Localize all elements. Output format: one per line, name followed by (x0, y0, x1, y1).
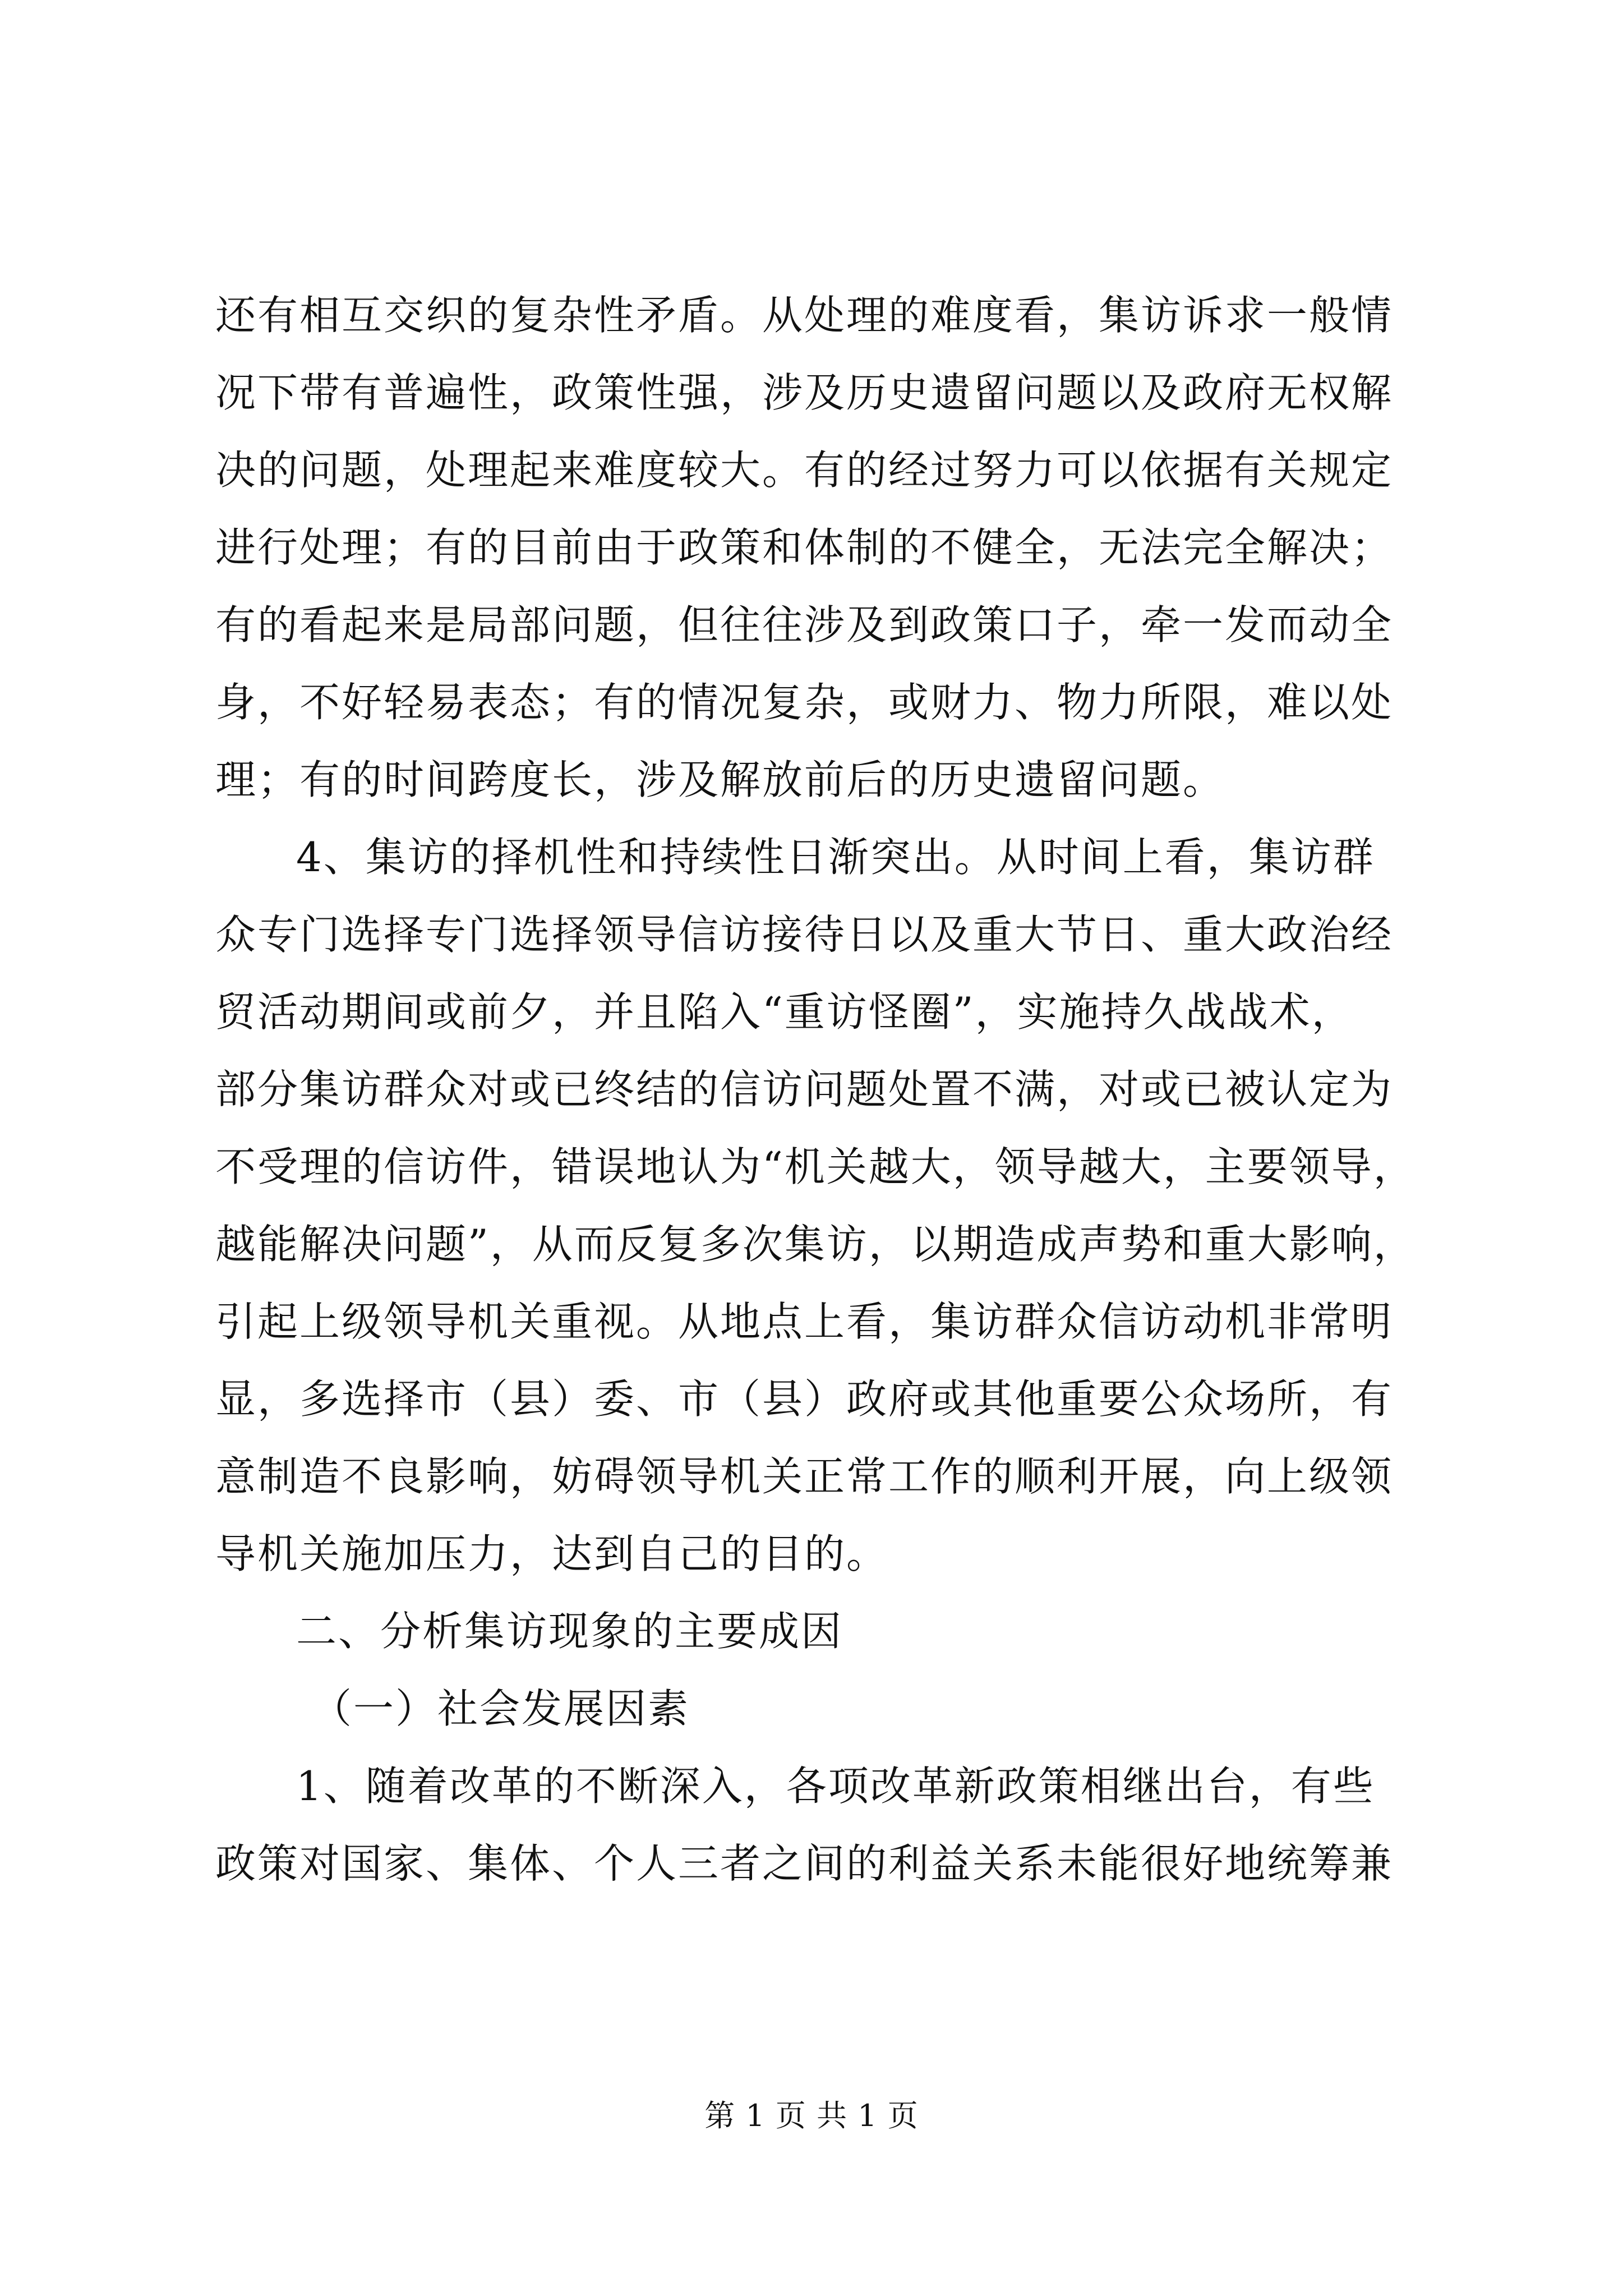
paragraph-line: 政策对国家、集体、个人三者之间的利益关系未能很好地统筹兼 (215, 1840, 1394, 1887)
paragraph-line: 不受理的信访件，错误地认为“机关越大，领导越大，主要领导， (215, 1143, 1415, 1190)
paragraph-line: 决的问题，处理起来难度较大。有的经过努力可以依据有关规定 (215, 447, 1394, 494)
paragraph-line: 况下带有普遍性，政策性强，涉及历史遗留问题以及政府无权解 (215, 369, 1394, 416)
paragraph-line: 理；有的时间跨度长，涉及解放前后的历史遗留问题。 (215, 756, 1225, 803)
paragraph-line: 众专门选择专门选择领导信访接待日以及重大节日、重大政治经 (215, 911, 1394, 958)
paragraph-line: 显，多选择市（县）委、市（县）政府或其他重要公众场所，有 (215, 1375, 1394, 1423)
page-footer: 第 1 页 共 1 页 (704, 2098, 919, 2133)
paragraph-line: 部分集访群众对或已终结的信访问题处置不满，对或已被认定为 (215, 1066, 1394, 1113)
subsection-heading: （一）社会发展因素 (311, 1685, 690, 1732)
paragraph-line: 意制造不良影响，妨碍领导机关正常工作的顺利开展，向上级领 (215, 1453, 1394, 1500)
paragraph-line: 越能解决问题”，从而反复多次集访，以期造成声势和重大影响， (215, 1221, 1415, 1268)
paragraph-line: 导机关施加压力，达到自己的目的。 (215, 1530, 889, 1577)
paragraph-line: 还有相互交织的复杂性矛盾。从处理的难度看，集访诉求一般情 (215, 292, 1394, 339)
paragraph-line: 有的看起来是局部问题，但往往涉及到政策口子，牵一发而动全 (215, 601, 1394, 648)
paragraph-line: 身，不好轻易表态；有的情况复杂，或财力、物力所限，难以处 (215, 679, 1394, 726)
paragraph-line: 4、集访的择机性和持续性日渐突出。从时间上看，集访群 (296, 834, 1375, 881)
paragraph-line: 进行处理；有的目前由于政策和体制的不健全，无法完全解决； (215, 524, 1394, 571)
paragraph-line: 1、随着改革的不断深入，各项改革新政策相继出台，有些 (296, 1763, 1375, 1810)
section-heading: 二、分析集访现象的主要成因 (296, 1608, 843, 1655)
paragraph-line: 引起上级领导机关重视。从地点上看，集访群众信访动机非常明 (215, 1298, 1394, 1345)
paragraph-line: 贸活动期间或前夕，并且陷入“重访怪圈”，实施持久战战术， (215, 988, 1354, 1036)
